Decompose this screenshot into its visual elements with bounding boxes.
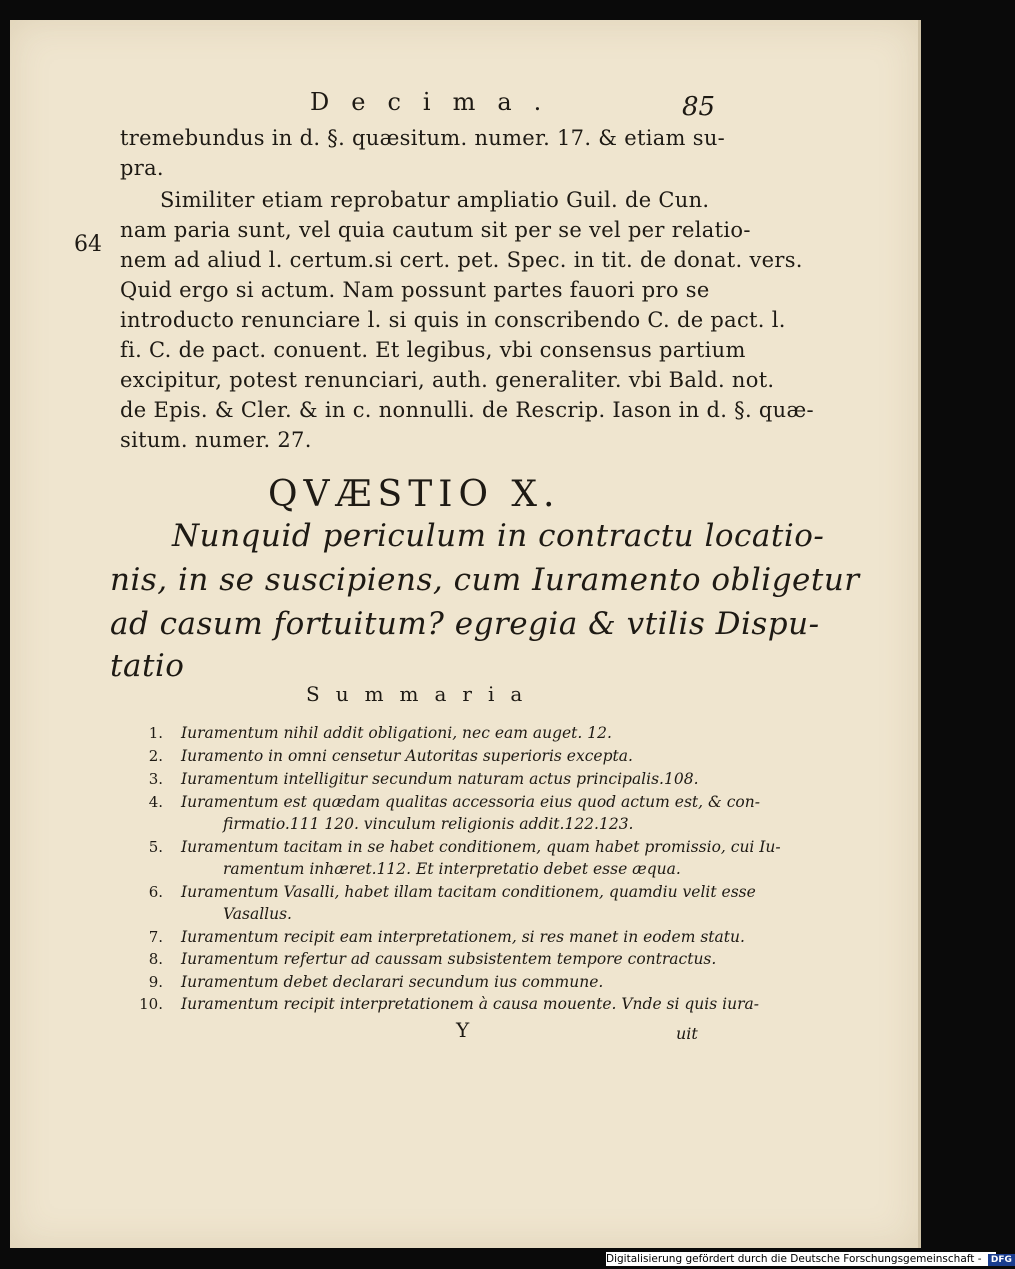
summary-number: 7. bbox=[148, 928, 163, 946]
body-line: Quid ergo si actum. Nam possunt partes fauori pro se bbox=[120, 278, 710, 302]
summary-item: Iuramentum recipit eam interpretationem, si res manet in eodem statu. bbox=[181, 928, 745, 946]
body-line: introducto renunciare l. si quis in conscribendo C. de pact. l. bbox=[120, 308, 786, 332]
summary-number: 1. bbox=[148, 724, 163, 742]
summary-item: Iuramentum nihil addit obligationi, nec eam auget. 12. bbox=[181, 724, 612, 742]
dfg-logo: DFG bbox=[988, 1254, 1015, 1266]
summary-item: Iuramentum debet declarari secundum ius commune. bbox=[181, 973, 604, 991]
margin-number: 64 bbox=[74, 232, 102, 257]
catchword: uit bbox=[676, 1024, 698, 1043]
quaestio-line: Nunquid periculum in contractu locatio- bbox=[172, 518, 825, 554]
body-line: fi. C. de pact. conuent. Et legibus, vbi consensus partium bbox=[120, 338, 746, 362]
summary-item-continuation: firmatio.111 120. vinculum religionis addit.122.123. bbox=[223, 815, 634, 833]
summary-item-continuation: ramentum inhæret.112. Et interpretatio debet esse æqua. bbox=[223, 860, 681, 878]
running-header: Decima. bbox=[310, 88, 564, 116]
summary-number: 4. bbox=[148, 793, 163, 811]
summary-number: 5. bbox=[148, 838, 163, 856]
signature-mark: Y bbox=[456, 1018, 470, 1042]
body-line: situm. numer. 27. bbox=[120, 428, 312, 452]
summary-item: Iuramentum Vasalli, habet illam tacitam conditionem, quamdiu velit esse bbox=[181, 883, 756, 901]
body-line: nam paria sunt, vel quia cautum sit per se vel per relatio- bbox=[120, 218, 751, 242]
quaestio-line: ad casum fortuitum? egregia & vtilis Dispu- bbox=[110, 606, 820, 642]
summary-number: 2. bbox=[148, 747, 163, 765]
body-line: excipitur, potest renunciari, auth. generaliter. vbi Bald. not. bbox=[120, 368, 775, 392]
summary-number: 8. bbox=[148, 950, 163, 968]
quaestio-title: QVÆSTIO X. bbox=[268, 474, 561, 515]
summary-item: Iuramentum intelligitur secundum naturam actus principalis.108. bbox=[181, 770, 699, 788]
body-line: tremebundus in d. §. quæsitum. numer. 17. & etiam su- bbox=[120, 126, 726, 150]
summary-item: Iuramentum tacitam in se habet conditionem, quam habet promissio, cui Iu- bbox=[181, 838, 781, 856]
body-line: de Epis. & Cler. & in c. nonnulli. de Rescrip. Iason in d. §. quæ- bbox=[120, 398, 814, 422]
summary-item: Iuramentum est quædam qualitas accessoria eius quod actum est, & con- bbox=[181, 793, 760, 811]
summaria-heading: Summaria bbox=[306, 682, 539, 706]
page-number: 85 bbox=[682, 92, 716, 122]
summary-number: 3. bbox=[148, 770, 163, 788]
digitization-credit-bar bbox=[606, 1252, 1012, 1266]
summary-number: 10. bbox=[139, 995, 163, 1013]
summary-item: Iuramentum refertur ad caussam subsistentem tempore contractus. bbox=[181, 950, 717, 968]
quaestio-line: nis, in se suscipiens, cum Iuramento obligetur bbox=[110, 562, 860, 598]
book-page bbox=[10, 20, 921, 1248]
body-line: Similiter etiam reprobatur ampliatio Guil. de Cun. bbox=[160, 188, 710, 212]
summary-number: 6. bbox=[148, 883, 163, 901]
body-line: pra. bbox=[120, 156, 164, 180]
summary-item: Iuramento in omni censetur Autoritas superioris excepta. bbox=[181, 747, 633, 765]
summary-number: 9. bbox=[148, 973, 163, 991]
summary-item: Iuramentum recipit interpretationem à causa mouente. Vnde si quis iura- bbox=[181, 995, 759, 1013]
body-line: nem ad aliud l. certum.si cert. pet. Spec. in tit. de donat. vers. bbox=[120, 248, 803, 272]
quaestio-line: tatio bbox=[110, 648, 185, 684]
digitization-credit-text: Digitalisierung gefördert durch die Deutsche Forschungsgemeinschaft - bbox=[606, 1253, 982, 1265]
summary-item-continuation: Vasallus. bbox=[223, 905, 292, 923]
